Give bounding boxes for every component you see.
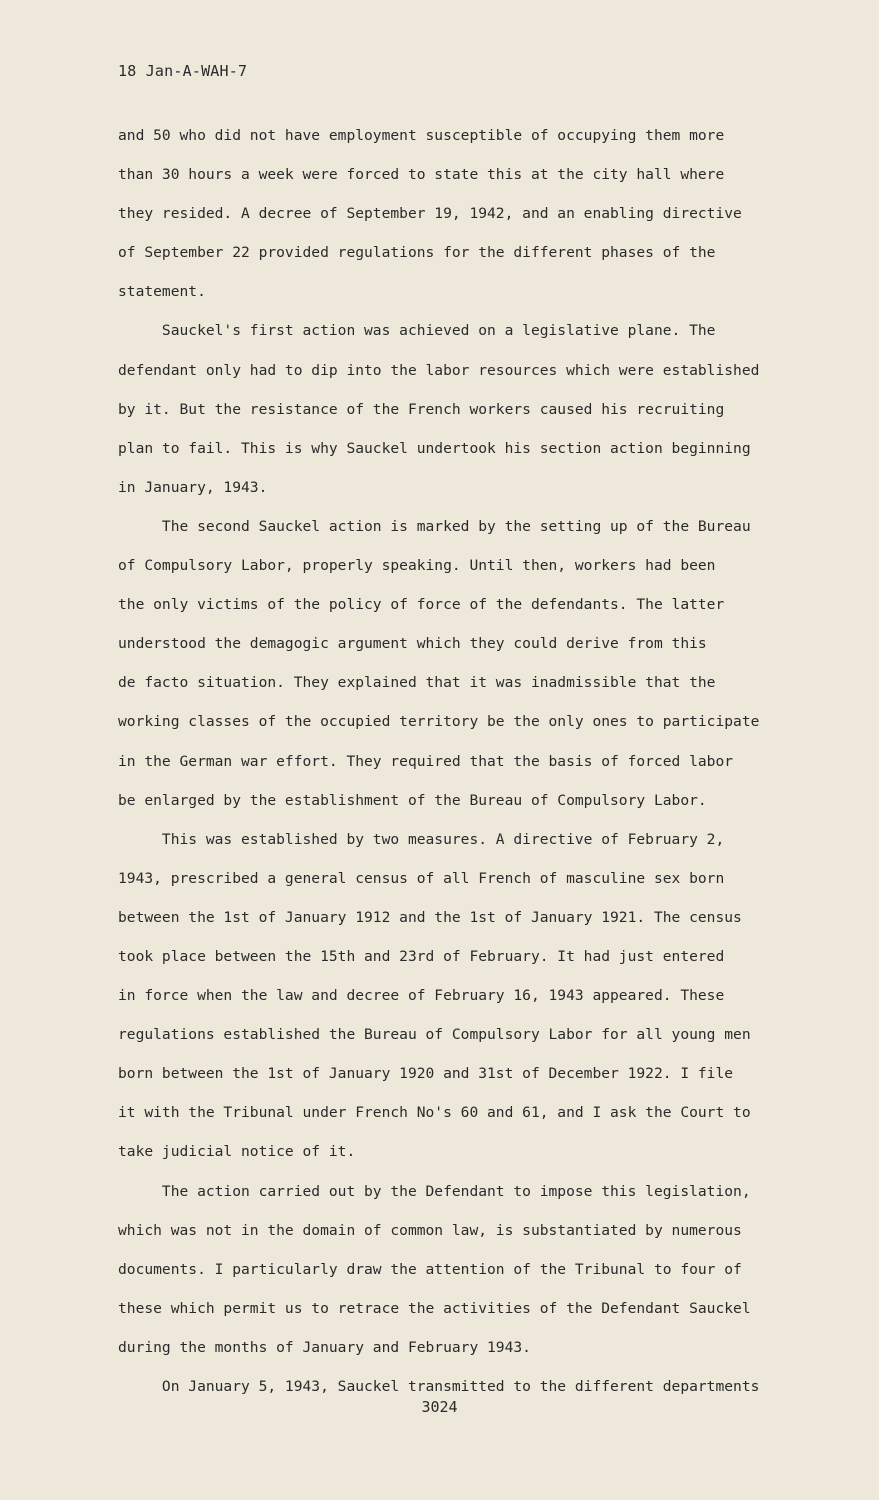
- text-line: be enlarged by the establishment of the Bureau of Compulsory Labor.: [118, 791, 707, 809]
- text-line: these which permit us to retrace the activities of the Defendant Sauckel: [118, 1299, 751, 1317]
- text-line: regulations established the Bureau of Compulsory Labor for all young men: [118, 1026, 751, 1044]
- text-line: the only victims of the policy of force of the defendants. The latter: [118, 596, 725, 614]
- text-line: working classes of the occupied territory be the only ones to participate: [118, 713, 760, 731]
- text-line: in force when the law and decree of February 16, 1943 appeared. These: [118, 987, 725, 1005]
- text-line: Sauckel's first action was achieved on a legislative plane. The: [118, 322, 716, 340]
- text-line: during the months of January and February 1943.: [118, 1338, 531, 1356]
- text-line: On January 5, 1943, Sauckel transmitted to the different departments: [118, 1378, 760, 1395]
- page-number: 3024: [421, 1398, 458, 1416]
- text-line: took place between the 15th and 23rd of February. It had just entered: [118, 947, 725, 965]
- text-line: statement.: [118, 283, 206, 301]
- document-header: 18 Jan-A-WAH-7: [118, 62, 248, 80]
- text-line: of September 22 provided regulations for the different phases of the: [118, 244, 716, 262]
- text-line: born between the 1st of January 1920 and 31st of December 1922. I file: [118, 1065, 734, 1083]
- text-line: they resided. A decree of September 19, 1942, and an enabling directive: [118, 205, 742, 223]
- text-line: than 30 hours a week were forced to state this at the city hall where: [118, 166, 725, 184]
- text-line: in the German war effort. They required that the basis of forced labor: [118, 752, 734, 770]
- text-line: in January, 1943.: [118, 478, 268, 496]
- document-body: [118, 116, 830, 1406]
- text-line: documents. I particularly draw the attention of the Tribunal to four of: [118, 1260, 742, 1278]
- text-line: and 50 who did not have employment susceptible of occupying them more: [118, 127, 725, 144]
- text-line: defendant only had to dip into the labor resources which were established: [118, 361, 760, 379]
- text-line: 1943, prescribed a general census of all French of masculine sex born: [118, 869, 725, 887]
- text-line: by it. But the resistance of the French workers caused his recruiting: [118, 400, 725, 418]
- text-line: understood the demagogic argument which they could derive from this: [118, 635, 707, 653]
- text-line: between the 1st of January 1912 and the 1st of January 1921. The census: [118, 908, 742, 926]
- text-line: take judicial notice of it.: [118, 1143, 356, 1161]
- text-line: The action carried out by the Defendant to impose this legislation,: [118, 1182, 751, 1200]
- text-line: de facto situation. They explained that it was inadmissible that the: [118, 674, 716, 692]
- text-line: plan to fail. This is why Sauckel undertook his section action beginning: [118, 439, 751, 457]
- text-line: The second Sauckel action is marked by the setting up of the Bureau: [118, 517, 751, 535]
- text-line: it with the Tribunal under French No's 60 and 61, and I ask the Court to: [118, 1104, 751, 1122]
- text-line: which was not in the domain of common law, is substantiated by numerous: [118, 1221, 742, 1239]
- text-line: This was established by two measures. A directive of February 2,: [118, 830, 725, 848]
- text-line: of Compulsory Labor, properly speaking. Until then, workers had been: [118, 557, 716, 575]
